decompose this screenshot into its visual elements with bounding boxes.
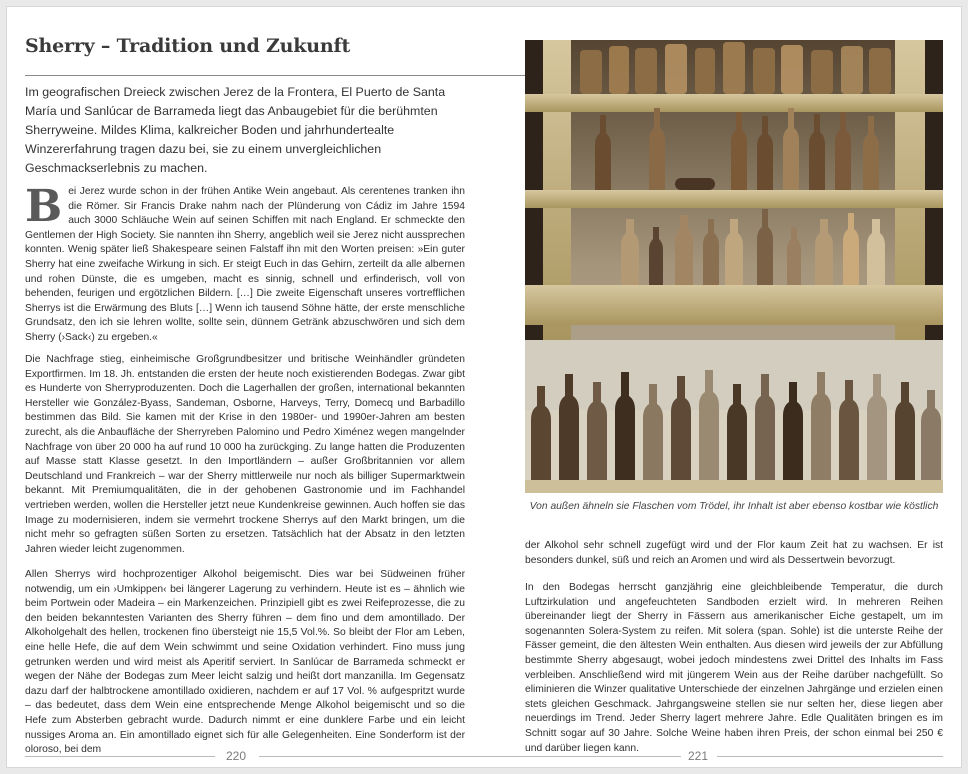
right-paragraph-1: der Alkohol sehr schnell zugefügt wird und der Flor kaum Zeit hat zu wachsen. Er ist besonders dunkel, süß und reich an Aromen und wird als Dessertwein bevorzugt. <box>525 540 943 566</box>
bodega-bottles-photo <box>525 40 943 493</box>
folio-rule-right-2 <box>717 756 943 757</box>
drop-cap: B <box>25 181 63 232</box>
right-paragraph-2: In den Bodegas herrscht ganzjährig eine gleichbleibende Temperatur, die durch Luftzirkulation und angefeuchteten Sandboden erzielt wird. In mehreren Reihen übereinander liegt der Sherry in Fässern aus amerikanischer Eiche gestapelt, um im sogenannten Solera-System zu reifen. Mit solera (span. Sohle) ist die unterste Reihe der Fässer gemeint, die den ältesten Wein enthalten. Aus diesen wird jeweils der zur Abfüllung bestimmte Sherry abgesaugt, wobei jedoch mindestens zwei Drittel des Inhalts im Fass verbleiben. Anschließend wird mit jüngerem Wein aus der Reihe darüber nachgefüllt. So eliminieren die Winzer qualitative Unterschiede der einzelnen Jahrgänge und erzielen einen stets gleichen Geschmack. Jahrgangsweine stellen sie nur selten her, diese liegen aber neuerdings im Trend. Jeder Sherry lagert mehrere Jahre. Edle Qualitäten bringen es im Schnitt sogar auf 30 Jahre. Solche Weine haben ihren Preis, der schon einmal bei 250 € und darüber liegen kann. <box>525 582 943 754</box>
folio-rule-left <box>25 756 215 757</box>
bottles-illustration <box>525 40 943 493</box>
page-number-left: 220 <box>225 749 247 763</box>
right-page <box>485 7 963 767</box>
page-title: Sherry – Tradition und Zukunft <box>25 35 351 57</box>
shelf-bottles-top <box>580 42 891 94</box>
body-paragraph-1 <box>25 181 465 346</box>
photo-caption: Von außen ähneln sie Flaschen vom Trödel, ihr Inhalt ist aber ebenso kostbar wie köstlich <box>529 501 939 512</box>
left-page <box>7 7 485 767</box>
body-paragraph-2: Die Nachfrage stieg, einheimische Großgrundbesitzer und britische Weinhändler gründeten Exportfirmen. Im 18. Jh. entstanden die ersten der heute noch existierenden Bodegas. Zwar gibt es Hunderte von Sherryproduzenten. Doch die Lagerhallen der großen, international bekannten Hersteller wie González-Byass, Sandeman, Osborne, Harveys, Terry, Domecq und Barbadillo bestimmen das Bild. Sie kamen mit der Krise in den 1980er- und 1990er-Jahren am besten zurecht, als die Anbaufläche der Sherryreben Palomino und Pedro Ximénez wegen mangelnder Nachfrage von über 20 000 ha auf rund 10 000 ha zurückging. Zu lange hatten die Produzenten auf Masse statt Klasse gesetzt. In den Importländern – außer Großbritannien vor allem Deutschland und Frankreich – war der Sherry mittlerweile nur noch als billiger Supermarktwein bekannt. Mit Premiumqualitäten, die in der gehobenen Gastronomie und im Fachhandel vertrieben werden, wollen die Hersteller jetzt neue Kundenkreise gewinnen. Auch hoffen sie das Image zu modernisieren, indem sie vermehrt trockene Sherrys auf den Markt bringen, um die nicht mehr so gefragten süßen Sorten zu ersetzen. Tatsächlich hat der Absatz in den letzten Jahren wieder leicht zugenommen. <box>25 354 465 555</box>
intro-paragraph: Im geografischen Dreieck zwischen Jerez de la Frontera, El Puerto de Santa María und Sanlúcar de Barrameda liegt das Anbaugebiet für die berühmten Sherryweine. Mildes Klima, kalkreicher Boden und jahrhundertealte Winzererfahrung tragen dazu bei, sie zu einem unvergleichlichen Geschmackserlebnis zu machen. <box>25 85 446 175</box>
folio-rule-left-2 <box>259 756 485 757</box>
folio-rule-right <box>485 756 681 757</box>
book-spread <box>6 6 962 768</box>
body-paragraph-1-text: ei Jerez wurde schon in der frühen Antike Wein angebaut. Als cerentenes tranken ihn die Römer. Sir Francis Drake nahm nach der Plünderung von Cádiz im Jahre 1594 auch 3000 Schläuche Wein auf seinen Schiffen mit nach England. Er schmeckte den Gentlemen der High Society. Sie nannten ihn Sherry, angeblich weil sie Jerez nicht aussprechen konnten. Wenig später ließ Shakespeare seinen Falstaff ihn mit den Worten preisen: »Ein guter Sherry hat eine zweifache Wirkung in sich. Er steigt Euch in das Gehirn, zerteilt da alle albernen und rohen Dünste, die es umgeben, macht es sinnig, schnell und erfinderisch, voll von behenden, feurigen und ergötzlichen Bildern. […] Die zweite Eigenschaft unseres vortrefflichen Sherrys ist die Erwärmung des Bluts […] Wenn ich tausend Söhne hätte, der erste menschliche Grundsatz, den ich sie lehren wollte, sollte sein, dünnem Getränk abzuschwören und sich dem Sherry (›Sack‹) zu ergeben.« <box>25 186 465 343</box>
page-number-right: 221 <box>687 749 709 763</box>
title-rule <box>25 75 525 76</box>
body-paragraph-3: Allen Sherrys wird hochprozentiger Alkohol beigemischt. Dies war bei Südweinen früher notwendig, um ein ›Umkippen‹ bei längerer Lagerung zu verhindern. Heute ist es – ähnlich wie beim Portwein oder Madeira – ein Markenzeichen. Prinzipiell gibt es zwei Reifeprozesse, die zu den beiden bekanntesten Varianten des Sherry führen – dem fino und dem amontillado. Der Alkoholgehalt des hellen, trockenen fino übersteigt nie 15,5 Vol.%. So bleibt der Flor am Leben, eine helle Hefe, die auf dem Wein schwimmt und seine Oxidation verhindert. Fino muss jung getrunken werden und wird meist als Aperitif serviert. In Sanlúcar de Barrameda schmeckt er wegen der Nähe der Bodegas zum Meer leicht salzig und heißt dort manzanilla. Im Gegensatz dazu darf der halbtrockene amontillado oxidieren, nachdem er auf 17 Vol. % aufgespritzt wurde – das bedeutet, dass dem Wein eine entsprechende Menge Alkohol beigemischt und so die Hefe zum Absterben gebracht wurde. Dadurch nimmt er eine dunklere Farbe und ein leicht nussiges Aroma an. Ein amontillado eignet sich für alle Gelegenheiten. Eine Sonderform ist der oloroso, bei dem <box>25 569 465 756</box>
